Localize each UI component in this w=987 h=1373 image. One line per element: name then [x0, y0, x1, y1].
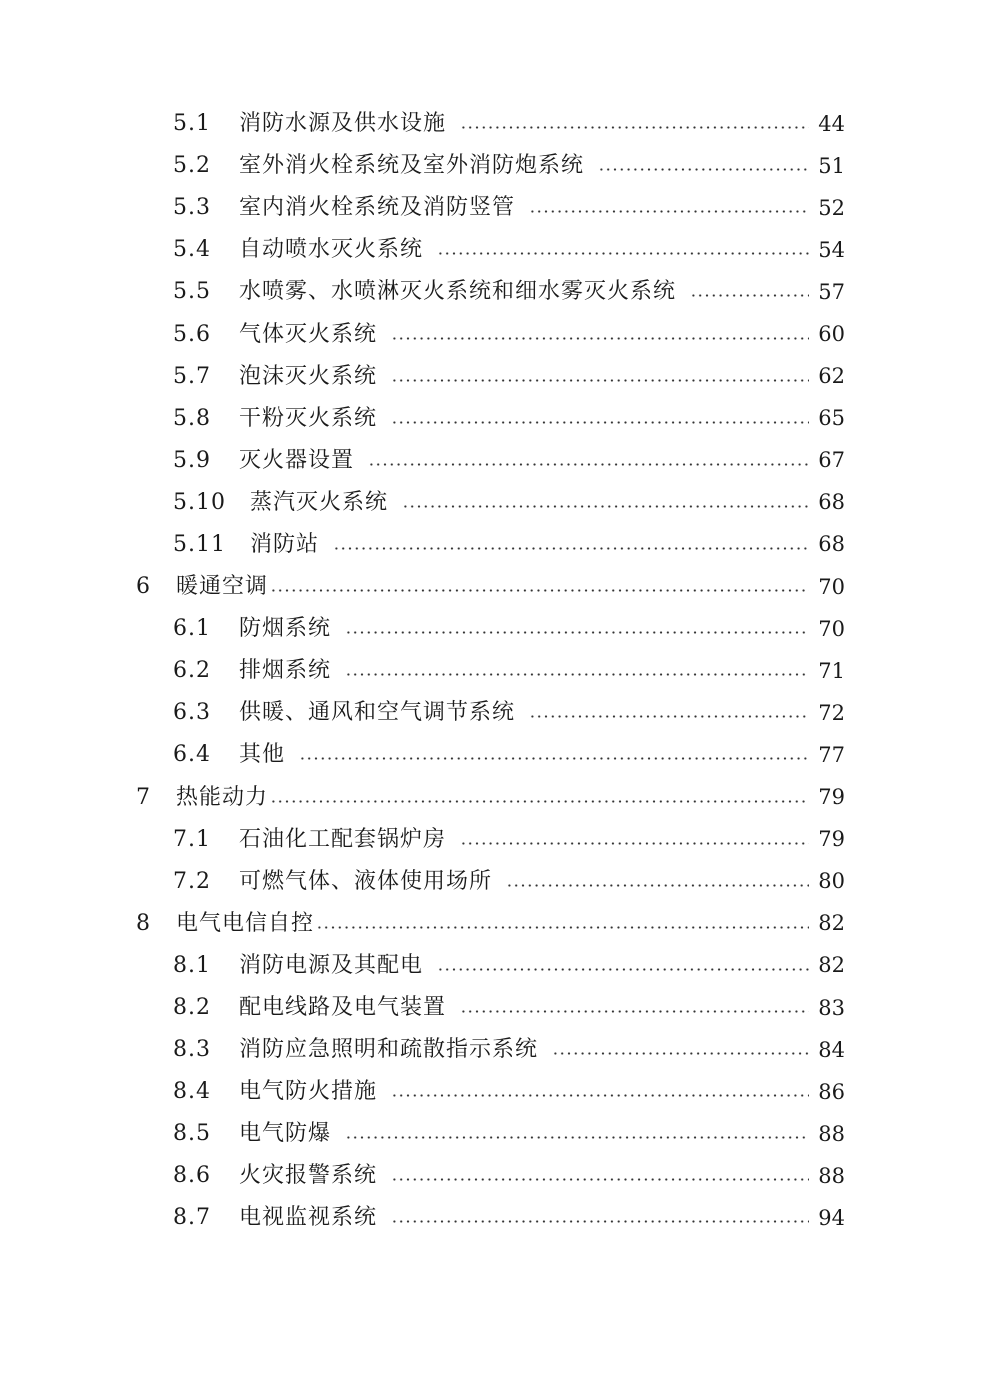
toc-entry-title: 可燃气体、液体使用场所 — [239, 868, 493, 894]
toc-entry-title: 石油化工配套锅炉房 — [239, 826, 447, 852]
toc-entry-page-number: 70 — [818, 616, 845, 641]
dot-leader — [529, 715, 809, 718]
dot-leader — [345, 673, 809, 676]
toc-entry-title: 排烟系统 — [239, 658, 332, 684]
toc-entry-title: 泡沫灭火系统 — [239, 363, 378, 389]
toc-entry-page-number: 94 — [818, 1205, 845, 1230]
dot-leader — [368, 463, 809, 466]
dot-leader — [506, 884, 809, 887]
toc-entry-number: 5.7 — [173, 363, 211, 389]
toc-entry-number: 8.3 — [173, 1037, 211, 1063]
toc-entry-title: 水喷雾、水喷淋灭火系统和细水雾灭火系统 — [239, 279, 677, 305]
toc-entry-title: 自动喷水灭火系统 — [239, 237, 424, 263]
toc-entry-title: 电气防火措施 — [239, 1079, 378, 1105]
toc-section-entry[interactable] — [0, 229, 987, 271]
toc-section-entry[interactable] — [0, 734, 987, 776]
toc-entry-title: 火灾报警系统 — [239, 1163, 378, 1189]
toc-entry-page-number: 83 — [818, 995, 845, 1020]
toc-entry-title: 消防电源及其配电 — [239, 952, 424, 978]
toc-section-entry[interactable] — [0, 945, 987, 987]
toc-entry-number: 8.1 — [173, 952, 211, 978]
dot-leader — [402, 505, 809, 508]
toc-entry-page-number: 79 — [818, 827, 845, 852]
toc-section-entry[interactable] — [0, 861, 987, 903]
toc-section-entry[interactable] — [0, 103, 987, 145]
toc-entry-title: 暖通空调 — [176, 574, 269, 600]
toc-entry-number: 6.1 — [173, 616, 211, 642]
toc-entry-title: 电视监视系统 — [239, 1205, 378, 1231]
toc-entry-page-number: 65 — [818, 406, 845, 431]
toc-section-entry[interactable] — [0, 608, 987, 650]
toc-entry-title: 气体灭火系统 — [239, 321, 378, 347]
dot-leader — [391, 379, 809, 382]
toc-section-entry[interactable] — [0, 356, 987, 398]
toc-chapter-entry[interactable] — [0, 903, 987, 945]
toc-entry-number: 5.11 — [173, 531, 226, 557]
toc-section-entry[interactable] — [0, 1155, 987, 1197]
dot-leader — [460, 842, 809, 845]
toc-entry-page-number: 68 — [818, 532, 845, 557]
toc-entry-number: 6.3 — [173, 700, 211, 726]
dot-leader — [391, 337, 809, 340]
toc-chapter-entry[interactable] — [0, 566, 987, 608]
toc-entry-page-number: 82 — [818, 953, 845, 978]
toc-entry-page-number: 86 — [818, 1079, 845, 1104]
toc-entry-title: 电气电信自控 — [176, 910, 315, 936]
toc-entry-title: 蒸汽灭火系统 — [250, 489, 389, 515]
toc-entry-page-number: 72 — [818, 700, 845, 725]
dot-leader — [270, 800, 809, 803]
toc-section-entry[interactable] — [0, 524, 987, 566]
dot-leader — [690, 294, 809, 297]
toc-entry-number: 5.3 — [173, 195, 211, 221]
toc-entry-number: 8.6 — [173, 1163, 211, 1189]
toc-entry-title: 室内消火栓系统及消防竖管 — [239, 195, 516, 221]
toc-section-entry[interactable] — [0, 482, 987, 524]
toc-entry-title: 配电线路及电气装置 — [239, 995, 447, 1021]
toc-entry-number: 6.2 — [173, 658, 211, 684]
toc-entry-title: 灭火器设置 — [239, 447, 355, 473]
dot-leader — [345, 1136, 809, 1139]
toc-entry-number: 8.2 — [173, 995, 211, 1021]
dot-leader — [333, 547, 809, 550]
toc-entry-page-number: 44 — [818, 111, 845, 136]
dot-leader — [460, 1010, 809, 1013]
toc-entry-page-number: 68 — [818, 490, 845, 515]
toc-entry-number: 7 — [136, 784, 150, 810]
toc-entry-title: 干粉灭火系统 — [239, 405, 378, 431]
dot-leader — [437, 968, 809, 971]
dot-leader — [391, 1178, 809, 1181]
toc-entry-page-number: 57 — [818, 279, 845, 304]
toc-entry-page-number: 51 — [818, 153, 845, 178]
toc-entry-title: 热能动力 — [176, 784, 269, 810]
toc-section-entry[interactable] — [0, 398, 987, 440]
toc-entry-page-number: 82 — [818, 911, 845, 936]
toc-section-entry[interactable] — [0, 271, 987, 313]
toc-entry-page-number: 88 — [818, 1121, 845, 1146]
dot-leader — [598, 168, 809, 171]
dot-leader — [270, 589, 809, 592]
toc-entry-number: 5.1 — [173, 111, 211, 137]
toc-entry-title: 供暖、通风和空气调节系统 — [239, 700, 516, 726]
toc-entry-page-number: 71 — [818, 658, 845, 683]
toc-section-entry[interactable] — [0, 313, 987, 355]
toc-entry-number: 5.4 — [173, 237, 211, 263]
toc-section-entry[interactable] — [0, 440, 987, 482]
toc-entry-number: 8 — [136, 910, 150, 936]
toc-entry-title: 电气防爆 — [239, 1121, 332, 1147]
toc-entry-number: 6.4 — [173, 742, 211, 768]
toc-section-entry[interactable] — [0, 1113, 987, 1155]
toc-entry-number: 8.7 — [173, 1205, 211, 1231]
toc-entry-title: 其他 — [239, 742, 286, 768]
dot-leader — [529, 210, 809, 213]
toc-entry-number: 5.8 — [173, 405, 211, 431]
dot-leader — [391, 421, 809, 424]
dot-leader — [391, 1220, 809, 1223]
toc-entry-title: 防烟系统 — [239, 616, 332, 642]
toc-section-entry[interactable] — [0, 1029, 987, 1071]
toc-entry-number: 5.5 — [173, 279, 211, 305]
toc-section-entry[interactable] — [0, 1197, 987, 1239]
toc-entry-number: 7.2 — [173, 868, 211, 894]
table-of-contents — [0, 103, 987, 1240]
toc-entry-title: 消防应急照明和疏散指示系统 — [239, 1037, 539, 1063]
toc-entry-number: 5.10 — [173, 489, 226, 515]
toc-entry-page-number: 80 — [818, 869, 845, 894]
dot-leader — [345, 631, 809, 634]
toc-entry-number: 7.1 — [173, 826, 211, 852]
toc-entry-number: 5.6 — [173, 321, 211, 347]
dot-leader — [391, 1094, 809, 1097]
toc-section-entry[interactable] — [0, 187, 987, 229]
dot-leader — [299, 757, 809, 760]
toc-entry-page-number: 88 — [818, 1163, 845, 1188]
toc-section-entry[interactable] — [0, 819, 987, 861]
toc-entry-number: 6 — [136, 574, 150, 600]
toc-entry-page-number: 60 — [818, 322, 845, 347]
toc-entry-page-number: 70 — [818, 574, 845, 599]
toc-entry-title: 消防站 — [250, 531, 320, 557]
dot-leader — [552, 1052, 809, 1055]
toc-entry-title: 消防水源及供水设施 — [239, 111, 447, 137]
toc-entry-page-number: 62 — [818, 364, 845, 389]
toc-section-entry[interactable] — [0, 145, 987, 187]
toc-entry-page-number: 77 — [818, 742, 845, 767]
toc-entry-page-number: 84 — [818, 1037, 845, 1062]
dot-leader — [316, 926, 809, 929]
dot-leader — [460, 126, 809, 129]
toc-entry-title: 室外消火栓系统及室外消防炮系统 — [239, 153, 585, 179]
toc-entry-number: 5.2 — [173, 153, 211, 179]
toc-section-entry[interactable] — [0, 692, 987, 734]
toc-entry-page-number: 67 — [818, 448, 845, 473]
toc-entry-number: 8.4 — [173, 1079, 211, 1105]
dot-leader — [437, 252, 809, 255]
toc-section-entry[interactable] — [0, 1071, 987, 1113]
toc-chapter-entry[interactable] — [0, 777, 987, 819]
toc-entry-page-number: 54 — [818, 237, 845, 262]
toc-entry-number: 8.5 — [173, 1121, 211, 1147]
toc-section-entry[interactable] — [0, 987, 987, 1029]
toc-entry-page-number: 79 — [818, 785, 845, 810]
toc-section-entry[interactable] — [0, 650, 987, 692]
toc-entry-page-number: 52 — [818, 195, 845, 220]
toc-entry-number: 5.9 — [173, 447, 211, 473]
